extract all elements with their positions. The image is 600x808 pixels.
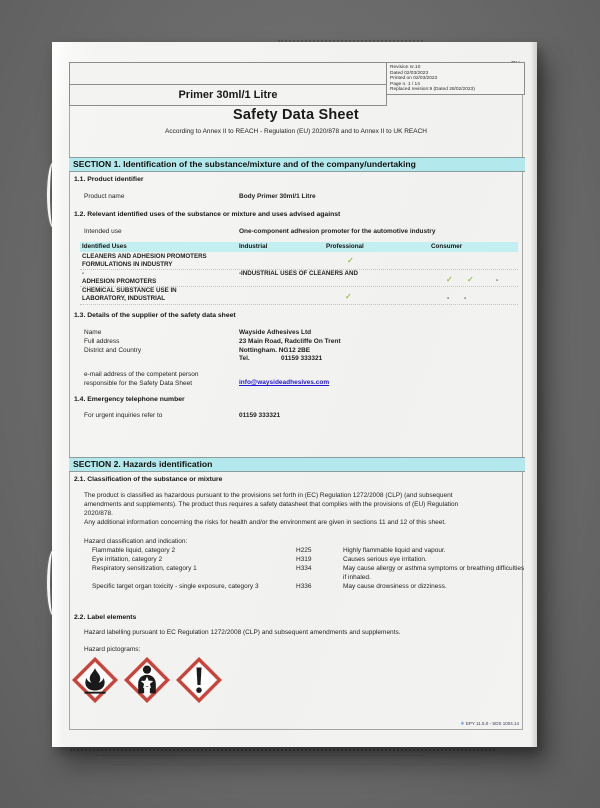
- revision-line: Dated 02/03/2023: [390, 70, 429, 76]
- hazard-pictograms-label: Hazard pictograms:: [84, 646, 141, 653]
- dash-mark: -: [464, 295, 467, 302]
- product-title: Primer 30ml/1 Litre: [178, 89, 278, 101]
- dash-mark: -: [496, 277, 499, 284]
- supplier-values: [239, 328, 341, 355]
- uses-table-row: [80, 252, 518, 270]
- subsection-2-2-heading: 2.2. Label elements: [74, 614, 137, 621]
- product-title-box: [69, 84, 387, 106]
- use-name: CLEANERS AND ADHESION PROMOTERS: [82, 253, 207, 260]
- use-name: FORMULATIONS IN INDUSTRY: [82, 261, 173, 268]
- intro-line: amendments and supplements). The product thus requires a safety datasheet that complies with the provisions of (EU) Regulation: [84, 501, 459, 508]
- intended-use-label: Intended use: [84, 228, 122, 235]
- classification-intro: [84, 491, 458, 527]
- hazard-code: H336: [296, 583, 312, 590]
- hazard-code: H319: [296, 556, 312, 563]
- subsection-1-3-heading: 1.3. Details of the supplier of the safety data sheet: [74, 312, 236, 319]
- hazard-pictograms-row: [72, 657, 222, 703]
- ghs08-health-hazard-icon: [124, 657, 170, 703]
- hazard-row: [92, 546, 524, 555]
- use-name-industrial: -INDUSTRIAL USES OF CLEANERS AND: [239, 270, 358, 277]
- check-mark-icon: ✓: [347, 256, 354, 265]
- col-header-professional: Professional: [326, 243, 364, 250]
- intro-line: Any additional information concerning the risks for health and/or the environment are given in sections 11 and 12 of this sheet.: [84, 519, 446, 526]
- hazard-description: May cause drowsiness or dizziness.: [343, 583, 447, 590]
- col-header-consumer: Consumer: [431, 243, 463, 250]
- check-mark-icon: ✓: [446, 275, 453, 284]
- supplier-address-label: Full address: [84, 338, 120, 345]
- subsection-1-1-heading: 1.1. Product identifier: [74, 176, 144, 183]
- tel-label: Tel.: [239, 355, 250, 362]
- supplier-name-label: Name: [84, 329, 102, 336]
- uses-table-row: [80, 270, 518, 287]
- ghs07-exclamation-icon: [176, 657, 222, 703]
- identified-uses-table: [80, 242, 518, 305]
- subsection-2-1-heading: 2.1. Classification of the substance or mixture: [74, 476, 223, 483]
- revision-line: Revision nr.10: [390, 65, 421, 70]
- header-empty-box: [69, 62, 387, 85]
- supplier-district-value: Nottingham. NG12 2BE: [239, 347, 311, 354]
- dash-mark: -: [447, 295, 450, 302]
- tel-value: 01159 333321: [281, 355, 323, 362]
- page-stack-edge-bottom: [112, 764, 482, 765]
- generator-footer: [460, 721, 519, 727]
- supplier-labels: [84, 328, 141, 355]
- hazard-description: Highly flammable liquid and vapour.: [343, 547, 446, 554]
- section1-heading: SECTION 1. Identification of the substance/mixture and of the company/undertaking: [69, 157, 525, 172]
- intended-use-value: One-component adhesion promoter for the automotive industry: [239, 228, 436, 235]
- intro-line: The product is classified as hazardous pursuant to the provisions set forth in (EC) Regulation 1272/2008 (CLP) (and subsequent: [84, 492, 453, 499]
- hazard-classification-label: Hazard classification and indication:: [84, 538, 188, 545]
- section2-heading: SECTION 2. Hazards identification: [69, 457, 525, 472]
- emergency-label: For urgent inquiries refer to: [84, 412, 163, 419]
- revision-line: Replaced revision:9 (Dated 28/02/2023): [390, 87, 475, 93]
- col-header-identified-uses: Identified Uses: [82, 243, 127, 250]
- use-name: -: [82, 270, 85, 277]
- spine-binding-mark: [47, 162, 60, 228]
- hazard-code: H334: [296, 565, 312, 572]
- revision-info-box: [386, 62, 525, 95]
- use-name: LABORATORY, INDUSTRIAL: [82, 295, 166, 302]
- label-elements-text: Hazard labelling pursuant to EC Regulation 1272/2008 (CLP) and subsequent amendments and supplements.: [84, 629, 401, 636]
- page-stack-edge-bottom: [96, 755, 426, 756]
- identified-uses-header-row: [80, 242, 518, 252]
- subsection-1-4-heading: 1.4. Emergency telephone number: [74, 396, 185, 403]
- product-name-value: Body Primer 30ml/1 Litre: [239, 193, 316, 200]
- ghs02-flame-icon: [72, 657, 118, 703]
- email-label-line: responsible for the Safety Data Sheet: [84, 380, 193, 387]
- document-title: Safety Data Sheet: [233, 107, 359, 123]
- check-mark-icon: ✓: [467, 275, 474, 284]
- email-label: [84, 370, 199, 388]
- generator-footer-text: EPY 11.5.0 - SDS 1004.14: [465, 721, 519, 726]
- check-mark-icon: ✓: [345, 292, 352, 301]
- supplier-name-value: Wayside Adhesives Ltd: [239, 329, 312, 336]
- uses-table-row: [80, 287, 518, 305]
- supplier-address-value: 23 Main Road, Radcliffe On Trent: [239, 338, 341, 345]
- hazard-description: May cause allergy or asthma symptoms or breathing difficulties if inhaled.: [343, 565, 525, 581]
- use-name: CHEMICAL SUBSTANCE USE IN: [82, 287, 177, 294]
- supplier-district-label: District and Country: [84, 347, 142, 354]
- epy-logo-icon: ✳: [460, 721, 465, 727]
- content-frame: [69, 62, 523, 730]
- use-name: ADHESION PROMOTERS: [82, 278, 157, 285]
- product-name-label: Product name: [84, 193, 125, 200]
- spine-binding-mark: [47, 550, 60, 616]
- col-header-industrial: Industrial: [239, 243, 268, 250]
- page-stack-edge-bottom: [70, 749, 495, 751]
- hazard-row: [92, 582, 524, 600]
- hazard-name: Respiratory sensitization, category 1: [92, 565, 197, 572]
- revision-line: Page n. 1 / 14: [390, 81, 420, 87]
- document-subtitle: According to Annex II to REACH - Regulation (EU) 2020/878 and to Annex II to UK REACH: [165, 128, 427, 135]
- hazard-name: Flammable liquid, category 2: [92, 547, 176, 554]
- hazard-row: [92, 564, 524, 582]
- emergency-value: 01159 333321: [239, 412, 281, 419]
- hazard-row: [92, 555, 524, 564]
- subsection-1-2-heading: 1.2. Relevant identified uses of the substance or mixture and uses advised against: [74, 211, 341, 218]
- hazard-code: H225: [296, 547, 312, 554]
- hazard-name: Specific target organ toxicity - single exposure, category 3: [92, 583, 259, 590]
- hazard-classification-table: [92, 546, 524, 600]
- email-link[interactable]: info@waysideadhesives.com: [239, 379, 330, 386]
- intro-line: 2020/878.: [84, 510, 113, 517]
- email-label-line: e-mail address of the competent person: [84, 371, 199, 378]
- hazard-description: Causes serious eye irritation.: [343, 556, 427, 563]
- revision-line: Printed on 02/03/2023: [390, 76, 438, 82]
- sds-document-page: [52, 42, 537, 747]
- hazard-name: Eye irritation, category 2: [92, 556, 163, 563]
